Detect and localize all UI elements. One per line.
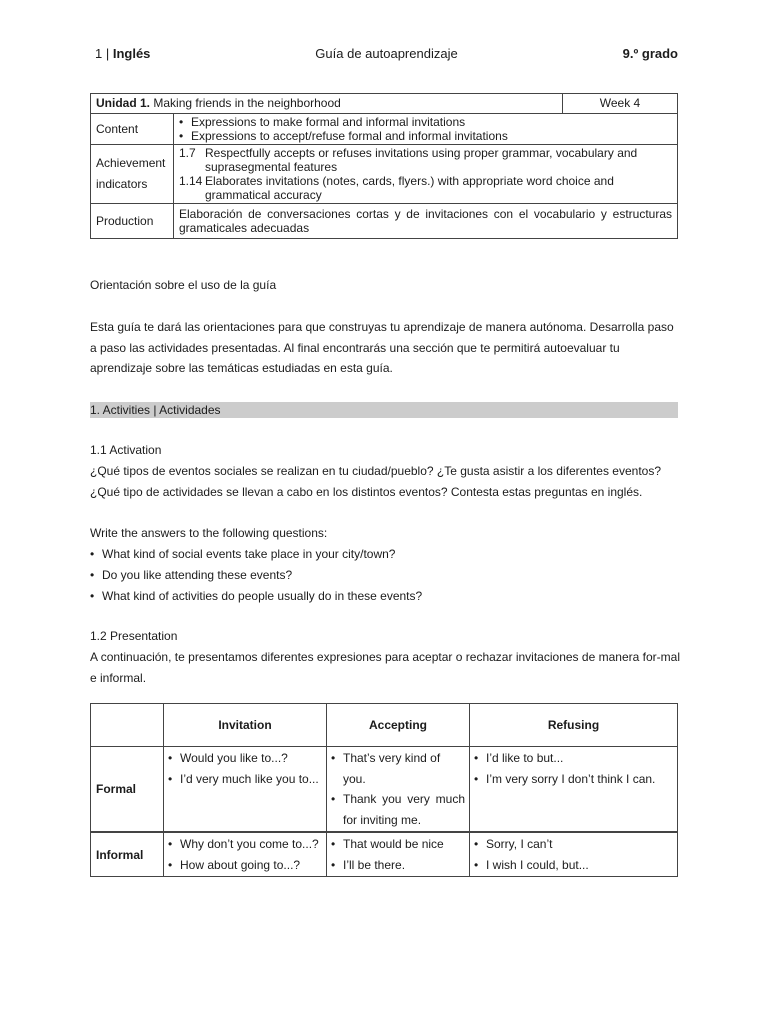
indicator-text-line: grammatical accuracy [205,188,322,202]
production-text: Elaboración de conversaciones cortas y de invitaciones con el vocabulario y estructuras gramaticales adecuadas [174,204,678,239]
orientation-title: Orientación sobre el uso de la guía [90,278,277,292]
informal-invitation-cell [164,832,327,877]
informal-refusing-cell [470,832,678,877]
grade-label: 9.º grado [622,46,678,61]
unit-cell [91,94,563,114]
expression-item: • I’d like to but... [474,748,673,769]
expressions-header-row [91,704,678,747]
questions-title: Write the answers to the following questions: [90,526,328,540]
indicator-number: 1.14 [179,174,203,188]
expression-item: • I’m very sorry I don’t think I can. [474,769,673,790]
activation-title: 1.1 Activation [90,443,162,457]
formal-refusing-cell [470,747,678,833]
content-item: • Expressions to make formal and informal invitations [179,115,672,129]
indicator [179,146,672,174]
achievement-row [91,145,678,204]
formal-invitation-cell [164,747,327,833]
expression-item: • Sorry, I can’t [474,834,673,855]
indicator-text [205,146,672,174]
expression-item: • Would you like to...? [168,748,322,769]
activities-section-bar [90,402,678,418]
indicator [179,174,672,202]
questions-list [90,544,422,607]
unit-row [91,94,678,114]
subject-name: Inglés [112,46,151,61]
achievement-label [91,145,174,204]
expression-item: • I’ll be there. [331,855,465,876]
content-cell [174,114,678,145]
expression-item: • That’s very kind of you. [331,748,465,789]
indicator-text-line: suprasegmental features [205,160,338,174]
informal-accepting-cell [327,832,470,877]
presentation-title: 1.2 Presentation [90,629,178,643]
content-label: Content [91,114,174,145]
content-list [179,115,672,143]
content-row [91,114,678,145]
page-number: 1 | [95,46,110,61]
achievement-label-line: Achievement [96,156,166,170]
expression-item: • Why don’t you come to...? [168,834,322,855]
expression-item: • That would be nice [331,834,465,855]
presentation-body: A continuación, te presentamos diferentes expresiones para aceptar o rechazar invitaciones de manera for-mal e informal. [90,650,680,685]
question-item: • What kind of social events take place in your city/town? [90,544,422,565]
question-item: • What kind of activities do people usually do in these events? [90,586,422,607]
informal-row [91,832,678,877]
indicator-text-line: Respectfully accepts or refuses invitations using proper grammar, vocabulary and [205,146,638,160]
page-header [95,46,678,64]
indicators-cell [174,145,678,204]
content-item: • Expressions to accept/refuse formal and informal invitations [179,129,672,143]
indicator-text [205,174,672,202]
activities-section-title: 1. Activities | Actividades [90,403,221,417]
week-cell: Week 4 [563,94,678,114]
unit-title: Making friends in the neighborhood [153,96,341,110]
formal-accepting-cell [327,747,470,833]
activation-body: ¿Qué tipos de eventos sociales se realizan en tu ciudad/pueblo? ¿Te gusta asistir a los diferentes eventos? ¿Qué tipo de actividades se llevan a cabo en los distintos eventos? Contesta estas preguntas en inglés. [90,464,662,499]
expression-item: • I wish I could, but... [474,855,673,876]
production-label: Production [91,204,174,239]
indicator-number: 1.7 [179,146,196,160]
expression-item: • I’d very much like you to... [168,769,322,790]
unit-info-table [90,93,678,239]
guide-title: Guía de autoaprendizaje [315,46,458,61]
refusing-header: Refusing [470,704,678,747]
formal-row [91,747,678,833]
expression-item: • How about going to...? [168,855,322,876]
informal-label: Informal [91,832,164,877]
invitation-header: Invitation [164,704,327,747]
indicator-text-line: Elaborates invitations (notes, cards, flyers.) with appropriate word choice and [205,174,614,188]
production-row [91,204,678,239]
question-item: • Do you like attending these events? [90,565,422,586]
accepting-header: Accepting [327,704,470,747]
expression-item: • Thank you very much for inviting me. [331,789,465,830]
achievement-label-line: indicators [96,177,148,191]
expressions-table [90,703,678,877]
empty-corner-cell [91,704,164,747]
formal-label: Formal [91,747,164,833]
orientation-body: Esta guía te dará las orientaciones para que construyas tu aprendizaje de manera autónoma. Desarrolla paso a paso las actividades presentadas. Al final encontrarás una sección que te permitirá autoevaluar tu aprendizaje sobre las temáticas estudiadas en esta guía. [90,320,674,375]
unit-label: Unidad 1. [96,96,151,110]
